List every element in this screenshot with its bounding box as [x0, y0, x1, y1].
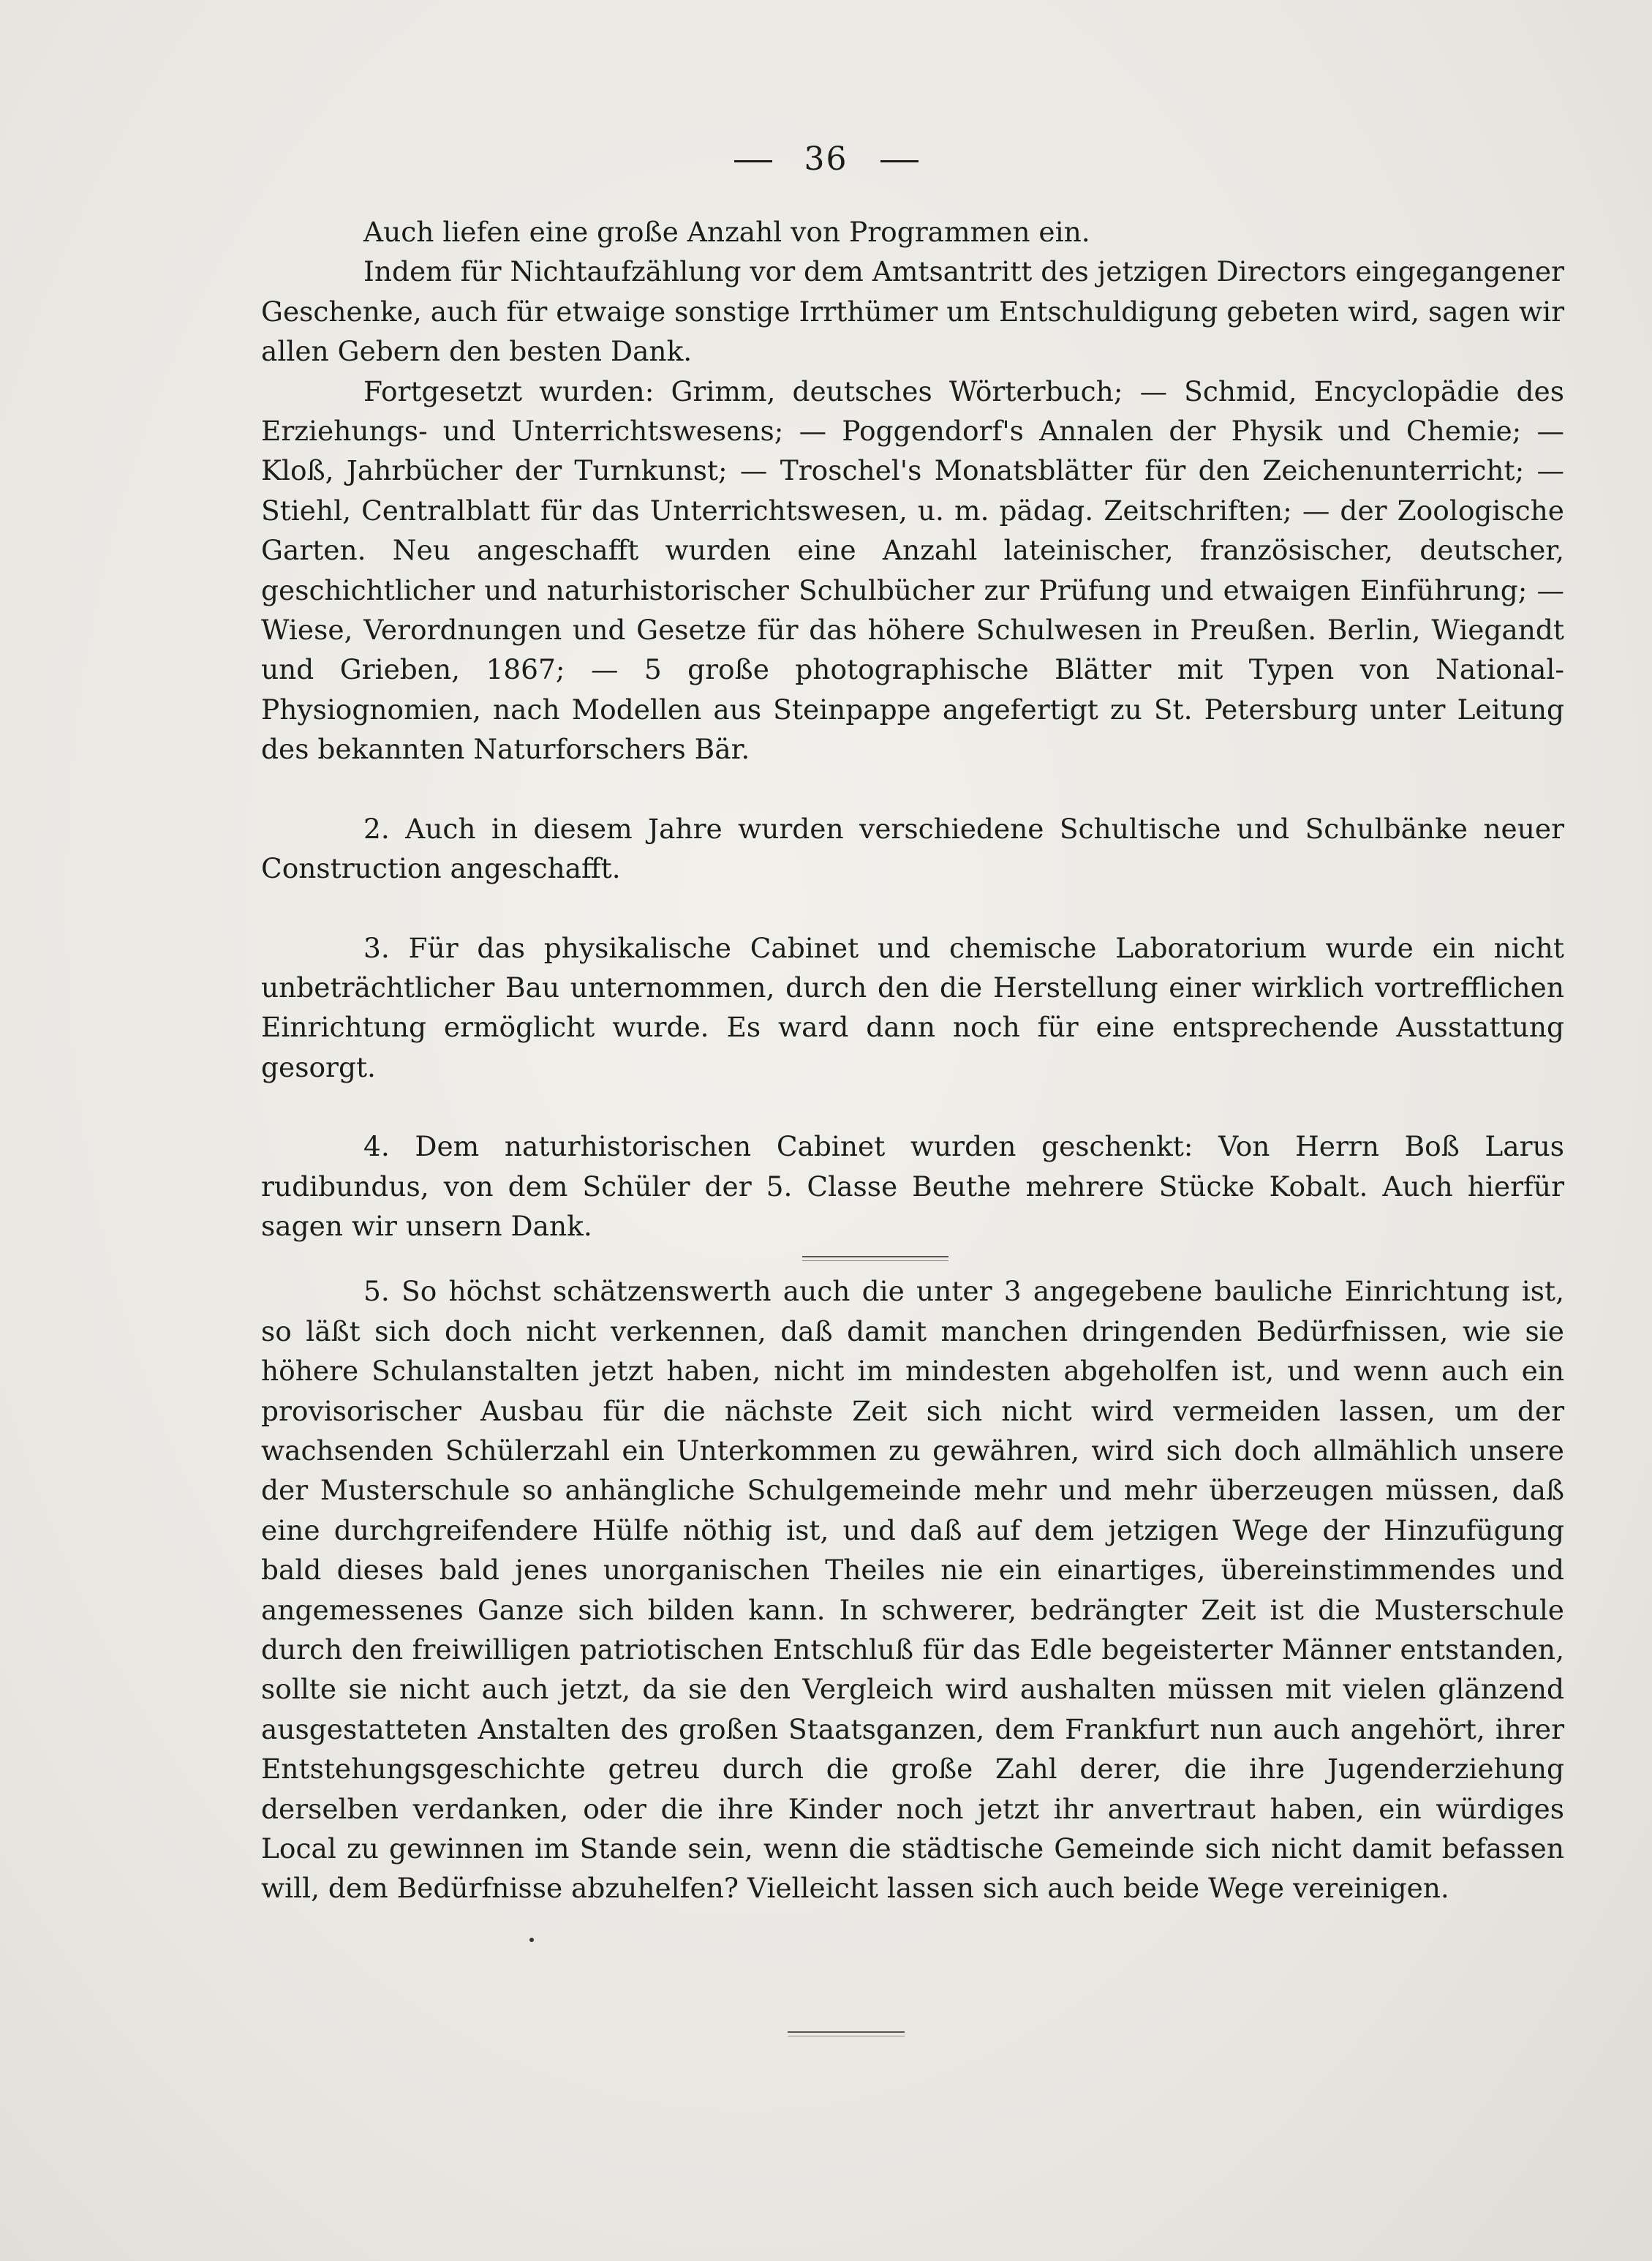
paragraph-thanks: Indem für Nichtaufzählung vor dem Amtsantritt des jetzigen Directors eingegangener Geschenke, auch für etwaige sonstige Irrthümer um Entschuldigung gebeten wird, sagen wir allen Gebern den besten Dank. — [261, 255, 1564, 368]
paragraph-continued-subscriptions: Fortgesetzt wurden: Grimm, deutsches Wörterbuch; — Schmid, Encyclopädie des Erziehungs- und Unterrichtswesens; — Poggendorf's Annalen der Physik und Chemie; — Kloß, Jahrbücher der Turnkunst; — Troschel's Monatsblätter für den Zeichenunterricht; — Stiehl, Centralblatt für das Unterrichtswesen, u. m. pädag. Zeitschriften; — der Zoologische Garten. Neu angeschafft wurden eine Anzahl lateinischer, französischer, deutscher, geschichtlicher und naturhistorischer Schulbücher zur Prüfung und etwaigen Einführung; — Wiese, Verordnungen und Gesetze für das höhere Schulwesen in Preußen. Berlin, Wiegandt und Grieben, 1867; — 5 große photographische Blätter mit Typen von National-Physiognomien, nach Modellen aus Steinpappe angefertigt zu St. Petersburg unter Leitung des bekannten Naturforschers Bär. — [261, 375, 1564, 766]
spacer — [261, 1246, 1564, 1256]
spacer — [261, 1908, 1564, 1938]
spacer — [261, 1942, 1564, 2031]
page-number-value: 36 — [804, 140, 848, 178]
intro-line: Auch liefen eine große Anzahl von Programmen ein. — [363, 216, 1090, 248]
end-rule — [788, 2031, 905, 2036]
page-number-dash-right — [880, 160, 919, 162]
body-text — [261, 212, 1564, 2036]
spacer — [261, 889, 1564, 928]
paragraph-4: 4. Dem naturhistorischen Cabinet wurden geschenkt: Von Herrn Boß Larus rudibundus, von dem Schüler der 5. Classe Beuthe mehrere Stücke Kobalt. Auch hierfür sagen wir unsern Dank. — [261, 1130, 1564, 1242]
spacer — [261, 1261, 1564, 1271]
page-number-dash-left — [734, 160, 772, 162]
ornament-wrapper — [261, 1256, 1564, 1261]
paragraph-5: 5. So höchst schätzenswerth auch die unter 3 angegebene bauliche Einrichtung ist, so läßt sich doch nicht verkennen, daß damit manchen dringenden Bedürfnissen, wie sie höhere Schulanstalten jetzt haben, nicht im mindesten abgeholfen ist, und wenn auch ein provisorischer Ausbau für die nächste Zeit sich nicht wird vermeiden lassen, um der wachsenden Schülerzahl ein Unterkommen zu gewähren, wird sich doch allmählich unsere der Musterschule so anhängliche Schulgemeinde mehr und mehr überzeugen müssen, daß eine durchgreifendere Hülfe nöthig ist, und daß auf dem jetzigen Wege der Hinzufügung bald dieses bald jenes unorganischen Theiles nie ein einartiges, übereinstimmendes und angemessenes Ganze sich bilden kann. In schwerer, bedrängter Zeit ist die Musterschule durch den freiwilligen patriotischen Entschluß für das Edle begeisterter Männer entstanden, sollte sie nicht auch jetzt, da sie den Vergleich wird aushalten müssen mit vielen glänzend ausgestatteten Anstalten des großen Staatsganzen, dem Frankfurt nun auch angehört, ihrer Entstehungsgeschichte getreu durch die große Zahl derer, die ihre Jugenderziehung derselben verdanken, oder die ihre Kinder noch jetzt ihr anvertraut haben, ein würdiges Local zu gewinnen im Stande sein, wenn die städtische Gemeinde sich nicht damit befassen will, dem Bedürfnisse abzuhelfen? Vielleicht lassen sich auch beide Wege vereinigen. — [261, 1275, 1564, 1905]
section-divider-rule — [802, 1256, 948, 1261]
page-number — [0, 140, 1652, 178]
spacer — [261, 1087, 1564, 1126]
paragraph-3: 3. Für das physikalische Cabinet und chemische Laboratorium wurde ein nicht unbeträchtlicher Bau unternommen, durch den die Herstellung einer wirklich vortrefflichen Einrichtung ermöglicht wurde. Es ward dann noch für eine entsprechende Ausstattung gesorgt. — [261, 931, 1564, 1083]
spacer — [261, 770, 1564, 809]
end-rule-wrapper — [261, 2031, 1564, 2036]
paragraph-2: 2. Auch in diesem Jahre wurden verschiedene Schultische und Schulbänke neuer Construction angeschafft. — [261, 812, 1564, 885]
